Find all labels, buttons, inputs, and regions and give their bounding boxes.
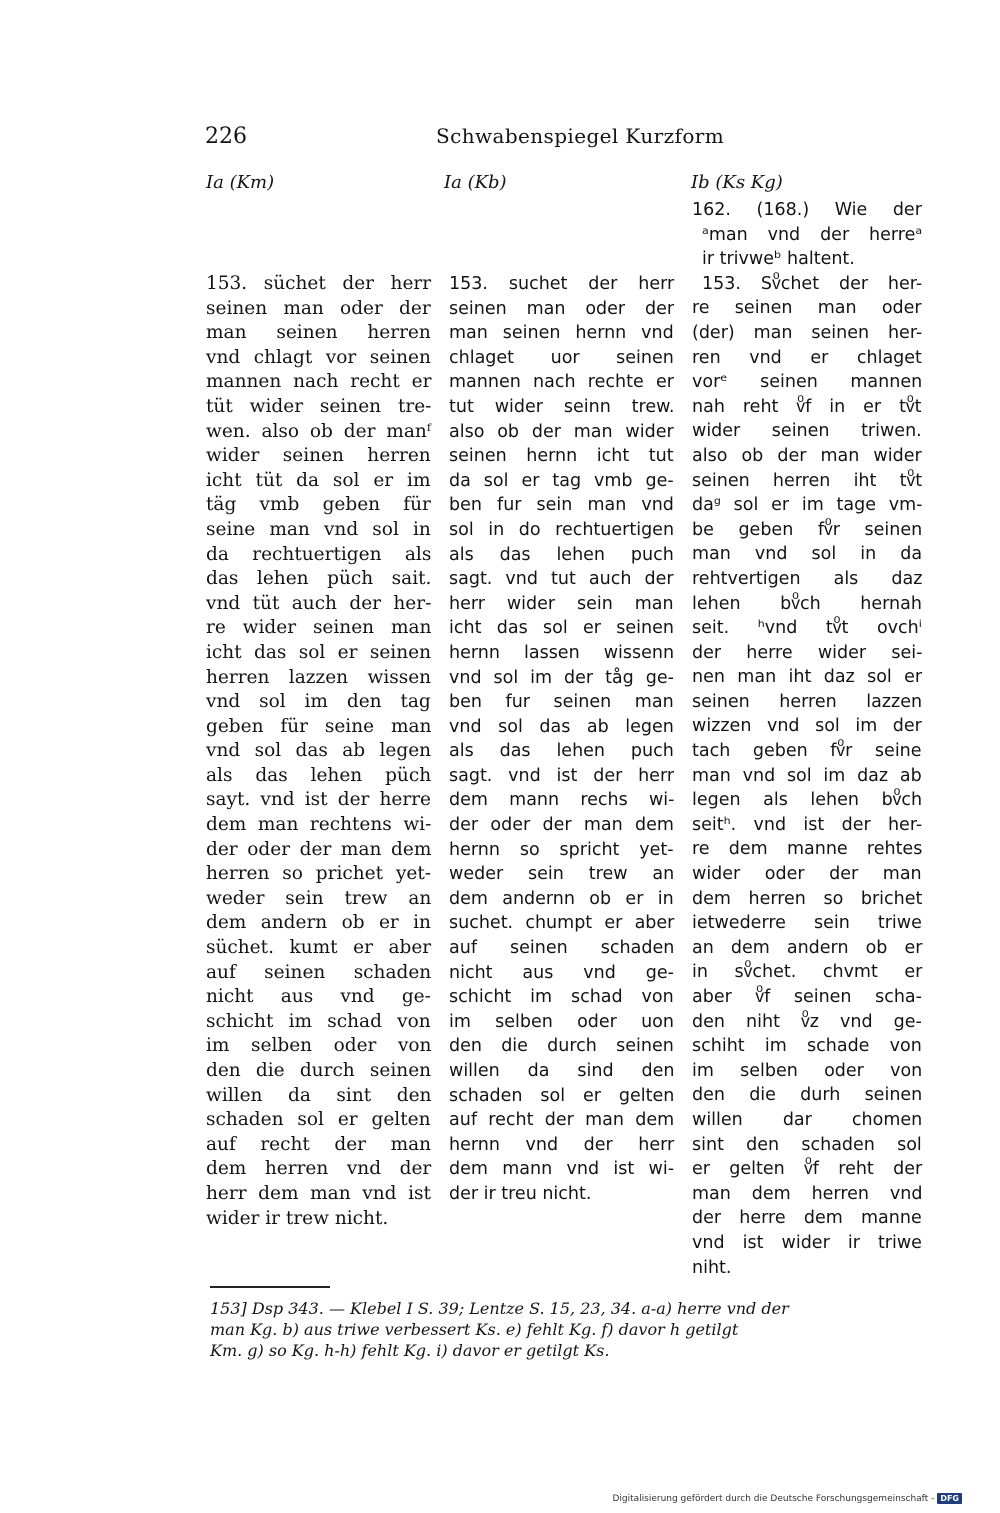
text-line: geben für seine man <box>206 715 432 737</box>
text-line: also ob der man wider <box>449 421 674 442</box>
text-line: an dem andern ob er <box>692 937 923 958</box>
text-line: icht das sol er seinen <box>449 618 674 639</box>
text-line: dem mann rechs wi- <box>449 790 675 811</box>
text-line: wider oder der man <box>692 864 922 885</box>
text-line: in svͦchet. chvmt er <box>692 962 923 983</box>
text-line: rehtvertigen als daz <box>692 568 923 589</box>
text-line: sagt. vnd tut auch der <box>449 569 674 590</box>
text-line: der oder der man dem <box>449 815 674 836</box>
text-line: willen da sint den <box>206 1084 432 1106</box>
text-line: da rechtuertigen als <box>206 543 432 565</box>
text-line: legen als lehen bvͦch <box>692 790 923 811</box>
text-line: re wider seinen man <box>206 617 432 639</box>
text-line: sint den schaden sol <box>692 1134 922 1155</box>
footnote-divider <box>210 1286 330 1288</box>
text-line: schaden sol er gelten <box>449 1085 675 1106</box>
text-line: schicht im schad von <box>449 987 674 1008</box>
text-line: der herre dem manne <box>692 1208 922 1229</box>
text-line: re dem manne rehtes <box>692 839 923 860</box>
text-line: mannen nach rechte er <box>449 372 674 393</box>
text-line: süchet. kumt er aber <box>206 937 432 959</box>
column-heading-ks-kg: Ib (Ks Kg) <box>691 172 783 193</box>
text-line: im selben oder von <box>206 1035 432 1057</box>
text-line: be geben fvͦr seinen <box>692 519 923 540</box>
text-line: icht tüt da sol er im <box>206 469 431 491</box>
text-line: tut wider seinn trew. <box>449 396 675 417</box>
column-km-text <box>206 272 431 1231</box>
text-line: den die durh seinen <box>692 1085 923 1106</box>
text-line: aber vͦf seinen scha- <box>692 987 922 1007</box>
text-line: das lehen püch sait. <box>206 568 432 590</box>
text-line: nen man iht daz sol er <box>692 667 923 688</box>
text-line: vnd sol im der tåg ge- <box>449 667 674 688</box>
text-line: schiht im schade von <box>692 1036 922 1057</box>
text-line: der ir treu nicht. <box>449 1183 592 1204</box>
text-line: hernn so spricht yet- <box>449 839 674 860</box>
text-line: nicht aus vnd ge- <box>449 962 674 983</box>
column-heading-kb: Ia (Kb) <box>444 172 507 193</box>
text-line: tach geben fvͦr seine <box>692 741 922 762</box>
text-line: sagt. vnd ist der herr <box>449 765 675 786</box>
text-line: im selben oder uon <box>449 1011 674 1032</box>
text-line: also ob der man wider <box>692 445 922 466</box>
text-line: sayt. vnd ist der herre <box>206 789 431 811</box>
text-line: der oder der man dem <box>206 838 432 860</box>
text-line: dem herren so brichet <box>692 888 923 909</box>
text-line: er gelten vͦf reht der <box>692 1159 923 1180</box>
text-line: hernn lassen wissenn <box>449 642 675 663</box>
text-line: schicht im schad von <box>206 1010 431 1032</box>
dfg-logo-icon: DFG <box>937 1493 962 1504</box>
footnote-line: Km. g) so Kg. h-h) fehlt Kg. i) davor er getilgt Ks. <box>210 1341 610 1360</box>
text-line: ietwederre sein triwe <box>692 913 922 934</box>
text-line: seinen man oder der <box>206 297 431 319</box>
text-line: niht. <box>692 1257 732 1278</box>
text-line: als das lehen puch <box>449 544 674 565</box>
text-line: re seinen man oder <box>692 298 922 319</box>
page-number: 226 <box>205 124 247 149</box>
text-line: wider ir trew nicht. <box>206 1207 389 1229</box>
text-line: auf seinen schaden <box>449 938 675 959</box>
text-line: ir trivweᵇ haltent. <box>702 249 855 270</box>
column-ks-kg-text <box>692 198 922 1280</box>
text-line: hernn vnd der herr <box>449 1134 675 1155</box>
footnote-line: 153] Dsp 343. — Klebel I S. 39; Lentze S. 15, 23, 34. a-a) herre vnd der <box>210 1299 789 1318</box>
text-line: tüt wider seinen tre- <box>206 395 432 417</box>
text-line: sol in do rechtuertigen <box>449 519 675 540</box>
text-line: herren so prichet yet- <box>206 863 432 885</box>
text-line: ben fur sein man vnd <box>449 495 674 516</box>
text-line: man seinen herren <box>206 322 431 344</box>
text-line: dem man rechtens wi- <box>206 814 432 836</box>
text-line: 153. Svͦchet der her- <box>702 273 923 294</box>
text-line: (der) man seinen her- <box>692 322 923 343</box>
digitization-credit <box>612 1493 962 1504</box>
text-line: man seinen hernn vnd <box>449 323 674 344</box>
text-line: 153. suchet der herr <box>449 274 675 294</box>
text-line: man vnd sol in da <box>692 544 923 565</box>
text-line: herren lazzen wissen <box>206 666 432 688</box>
column-heading-km: Ia (Km) <box>206 172 275 193</box>
text-line: vnd sol das ab legen <box>206 740 432 762</box>
text-line: lehen bvͦch hernah <box>692 593 922 614</box>
text-line: vnd chlagt vor seinen <box>206 346 431 368</box>
text-line: wider seinen herren <box>206 445 431 467</box>
text-line: der herre wider sei- <box>692 642 923 663</box>
text-line: im selben oder von <box>692 1060 923 1081</box>
text-line: dem herren vnd der <box>206 1158 432 1180</box>
text-line: seinen herren lazzen <box>692 691 923 712</box>
text-line: auf recht der man dem <box>449 1110 675 1131</box>
text-line: seitʰ. vnd ist der her- <box>692 814 923 835</box>
text-line: dem mann vnd ist wi- <box>449 1159 675 1180</box>
column-kb-text <box>449 272 674 1207</box>
text-line: weder sein trew an <box>206 887 432 909</box>
text-line: willen da sind den <box>449 1061 675 1081</box>
text-line: wen. also ob der manᶠ <box>206 420 431 442</box>
text-line: vnd sol das ab legen <box>449 716 674 737</box>
text-line: weder sein trew an <box>449 864 675 885</box>
text-line: suchet. chumpt er aber <box>449 913 675 934</box>
text-line: auf seinen schaden <box>206 961 432 983</box>
text-line: ben fur seinen man <box>449 692 674 713</box>
text-line: vnd sol im den tag <box>206 691 431 713</box>
text-line: dem andern ob er in <box>206 912 431 934</box>
text-line: seit. ʰvnd tvͦt ovchⁱ <box>692 618 922 639</box>
text-line: als das lehen püch <box>206 764 432 786</box>
text-line: 162. (168.) Wie der <box>692 200 922 220</box>
text-line: als das lehen puch <box>449 741 674 762</box>
text-line: 153. süchet der herr <box>206 273 432 294</box>
text-line: den die durch seinen <box>449 1036 674 1057</box>
text-line: wider seinen triwen. <box>692 421 922 442</box>
text-line: man vnd sol im daz ab <box>692 765 922 786</box>
footnotes <box>210 1298 925 1361</box>
text-line: seine man vnd sol in <box>206 518 431 540</box>
text-line: nicht aus vnd ge- <box>206 986 431 1008</box>
text-line: auf recht der man <box>206 1133 432 1155</box>
text-line: schaden sol er gelten <box>206 1109 431 1131</box>
text-line: ren vnd er chlaget <box>692 347 922 368</box>
text-line: vorᵉ seinen mannen <box>692 372 923 393</box>
text-line: seinen herren iht tvͦt <box>692 470 923 491</box>
text-line: herr wider sein man <box>449 593 674 614</box>
text-line: willen dar chomen <box>692 1109 923 1130</box>
text-line: täg vmb geben für <box>206 494 431 516</box>
text-line: seinen hernn icht tut <box>449 446 674 467</box>
text-line: den niht vͦz vnd ge- <box>692 1011 922 1032</box>
running-title: Schwabenspiegel Kurzform <box>436 124 725 148</box>
text-line: vnd ist wider ir triwe <box>692 1232 922 1253</box>
text-line: chlaget uor seinen <box>449 347 674 368</box>
text-line: man dem herren vnd <box>692 1183 923 1204</box>
text-line: mannen nach recht er <box>206 371 432 393</box>
text-line: vnd tüt auch der her- <box>206 592 432 614</box>
text-line: daᵍ sol er im tage vm- <box>692 495 923 516</box>
text-line: nah reht vͦf in er tvͦt <box>692 396 922 417</box>
credit-text: Digitalisierung gefördert durch die Deutsche Forschungsgemeinschaft - <box>612 1493 935 1504</box>
text-line: dem andernn ob er in <box>449 888 674 909</box>
text-line: herr dem man vnd ist <box>206 1182 431 1204</box>
text-line: da sol er tag vmb ge- <box>449 470 674 491</box>
text-line: seinen man oder der <box>449 298 675 319</box>
footnote-line: man Kg. b) aus triwe verbessert Ks. e) fehlt Kg. f) davor h getilgt <box>210 1320 739 1339</box>
text-line: ᵃman vnd der herreᵃ <box>702 224 923 245</box>
text-line: wizzen vnd sol im der <box>692 716 922 737</box>
text-line: den die durch seinen <box>206 1060 432 1081</box>
text-line: icht das sol er seinen <box>206 641 431 663</box>
